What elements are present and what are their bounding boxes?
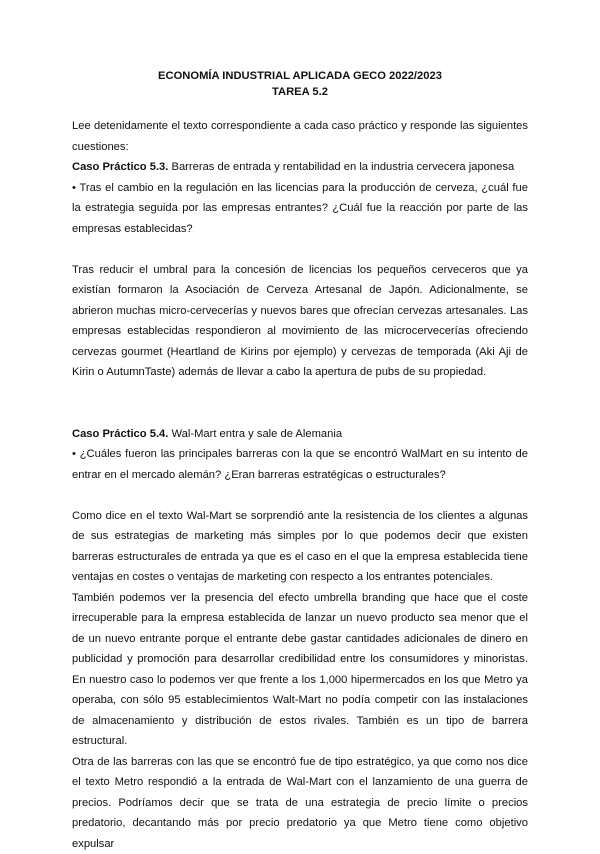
case-2-label: Caso Práctico 5.4. [72,428,168,440]
title-line-2: TAREA 5.2 [72,84,528,100]
case-1-label: Caso Práctico 5.3. [72,161,168,173]
title-line-1: ECONOMÍA INDUSTRIAL APLICADA GECO 2022/2023 [72,68,528,84]
intro-text: Lee detenidamente el texto correspondiente a cada caso práctico y responde las siguientes cuestiones: [72,116,528,157]
case-2-title: Wal-Mart entra y sale de Alemania [168,428,342,440]
case-1-heading [72,157,528,178]
case-1-title: Barreras de entrada y rentabilidad en la industria cervecera japonesa [168,161,514,173]
document-title [72,68,528,100]
case-2-answer-paragraph-3: Otra de las barreras con las que se encontró fue de tipo estratégico, ya que como nos dice el texto Metro respondió a la entrada de Wal-Mart con el lanzamiento de una guerra de precios. Podríamos decir que se trata de una estrategia de precio límite o precios predatorio, decantando más por precio predatorio ya que Metro tiene como objetivo expulsar [72,752,528,854]
case-1-question: • Tras el cambio en la regulación en las licencias para la producción de cerveza, ¿cuál fue la estrategia seguida por las empresas entrantes? ¿Cuál fue la reacción por parte de las empresas establecidas? [72,178,528,240]
case-2-question: • ¿Cuáles fueron las principales barreras con la que se encontró WalMart en su intento de entrar en el mercado alemán? ¿Eran barreras estratégicas o estructurales? [72,444,528,485]
case-2-heading [72,424,528,445]
case-2-answer-paragraph-2: También podemos ver la presencia del efecto umbrella branding que hace que el coste irrecuperable para la empresa establecida de lanzar un nuevo producto sea menor que el de un nuevo entrante porque el entrante debe gastar cantidades adicionales de dinero en publicidad y promoción para desarrollar credibilidad entre los consumidores y minoristas. En nuestro caso lo podemos ver que frente a los 1,000 hipermercados en los que Metro ya operaba, con sólo 95 establecimientos Walt-Mart no podía competir con las instalaciones de almacenamiento y distribución de estos rivales. También es un tipo de barrera estructural. [72,588,528,752]
case-2-answer-paragraph-1: Como dice en el texto Wal-Mart se sorprendió ante la resistencia de los clientes a algunas de sus estrategias de marketing más simples por lo que podemos decir que existen barreras estructurales de entrada ya que es el caso en el que la empresa establecida tiene ventajas en costes o ventajas de marketing con respecto a los entrantes potenciales. [72,506,528,588]
case-1-answer: Tras reducir el umbral para la concesión de licencias los pequeños cerveceros que ya existían formaron la Asociación de Cerveza Artesanal de Japón. Adicionalmente, se abrieron muchas micro-cervecerías y nuevos bares que ofrecían cervezas artesanales. Las empresas establecidas respondieron al movimiento de las microcervecerías ofreciendo cervezas gourmet (Heartland de Kirins por ejemplo) y cervezas de temporada (Aki Aji de Kirin o AutumnTaste) además de llevar a cabo la apertura de pubs de su propiedad. [72,260,528,383]
